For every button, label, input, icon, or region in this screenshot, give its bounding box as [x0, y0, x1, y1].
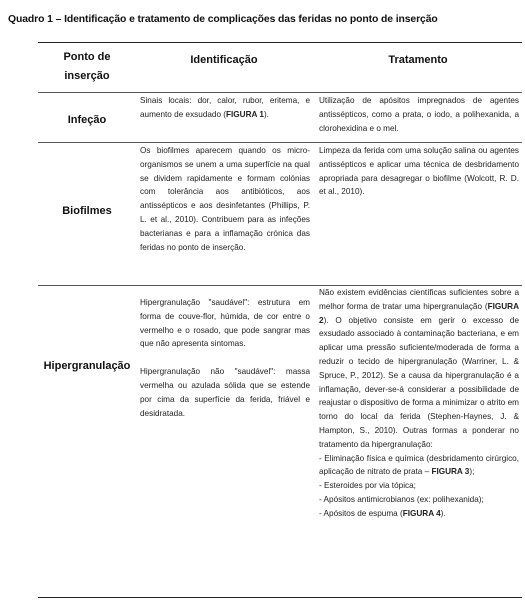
- header-identification: Identificação: [190, 54, 258, 66]
- list-item-end: );: [469, 467, 475, 477]
- healthy-hypergranulation-text: Hipergranulação "saudável": estrutura em forma de couve-flor, húmida, de cor entre o vermelho e o rosado, que pode sangrar mas que não apresenta sintomas.: [140, 298, 310, 349]
- biofilms-treatment: Limpeza da ferida com uma solução salina ou agentes antissépticos e aplicar uma técnica de desbridamento apropriada para desagregar o biofilme (Wolcott, R. D. et al., 2010).: [319, 146, 519, 197]
- hypergranulation-treatment-intro: [319, 286, 519, 452]
- figure-4-ref: FIGURA 4: [402, 508, 441, 518]
- figure-1-ref: FIGURA 1: [226, 109, 264, 119]
- hypergranulation-treatment: [319, 286, 519, 521]
- treatment-list-item: [319, 452, 519, 480]
- infection-identification: [140, 94, 310, 122]
- table-top-rule: [38, 42, 522, 43]
- figure-2-ref: FIGURA 2: [319, 301, 519, 325]
- header-bottom-rule: [38, 92, 522, 93]
- figure-3-ref: FIGURA 3: [431, 467, 470, 477]
- infection-identification-text: Sinais locais: dor, calor, rubor, eritema, e aumento de exsudado (: [140, 96, 310, 119]
- treatment-intro-text: Não existem evidências científicas suficientes sobre a melhor forma de tratar uma hipergranulação (: [319, 288, 519, 311]
- row-label-infection: Infeção: [67, 114, 107, 126]
- table-bottom-rule: [38, 597, 522, 598]
- header-treatment: Tratamento: [388, 54, 448, 66]
- header-insertion-point: [38, 48, 136, 86]
- row-label-biofilms: Biofilmes: [62, 205, 112, 217]
- row-rule-1: [38, 142, 522, 143]
- treatment-list-item: [319, 507, 519, 521]
- list-item-text: - Eliminação física e química (desbridamento cirúrgico, aplicação de nitrato de prata –: [319, 453, 519, 477]
- list-item-end: ).: [440, 508, 446, 518]
- list-item-text: - Apósitos de espuma (: [319, 508, 403, 518]
- treatment-list-item: - Apósitos antimicrobianos (ex: polihexanida);: [319, 494, 484, 504]
- infection-identification-end: ).: [263, 109, 269, 119]
- header-insertion-point-line1: Ponto de: [63, 51, 111, 63]
- unhealthy-hypergranulation-text: Hipergranulação não "saudável": massa vermelha ou azulada sólida que se estende por cima da superfície da ferida, friável e desidratada.: [140, 367, 310, 418]
- header-insertion-point-line2: inserção: [64, 70, 110, 82]
- row-label-hypergranulation: Hipergranulação: [43, 360, 131, 372]
- treatment-list-item: - Esteroides por via tópica;: [319, 481, 416, 491]
- infection-treatment: Utilização de apósitos impregnados de agentes antissépticos, como a prata, o iodo, a polihexanida, a clorohexidina e o mel.: [319, 96, 519, 133]
- biofilms-identification: Os biofilmes aparecem quando os micro-organismos se unem a uma superfície na qual se dividem rapidamente e formam colónias com tolerância aos antibióticos, aos antissépticos e aos desinfetantes (Phillips, P. L. et al., 2010). Contribuem para as infeções bacterianas e para a inflamação crónica das feridas no ponto de inserção.: [140, 146, 310, 252]
- hypergranulation-identification: [140, 296, 310, 420]
- table-caption: Quadro 1 – Identificação e tratamento de complicações das feridas no ponto de inserção: [8, 14, 438, 25]
- treatment-intro-rest: ). O objetivo consiste em gerir o excesso de exsudado associado à contaminação bacteriana, e em aplicar uma pressão suficiente/moderada de forma a reduzir o tecido de hipergranulação (Warriner, L. & Spruce, P., 2012). Se a causa da hipergranulação é a inflamação, dever-se-á considerar a possibilidade de reajustar o dispositivo de forma a minimizar o atrito em torno do local da ferida (Stephen-Haynes, J. & Hampton, S., 2010). Outras formas a ponderar no tratamento da hipergranulação:: [319, 315, 519, 449]
